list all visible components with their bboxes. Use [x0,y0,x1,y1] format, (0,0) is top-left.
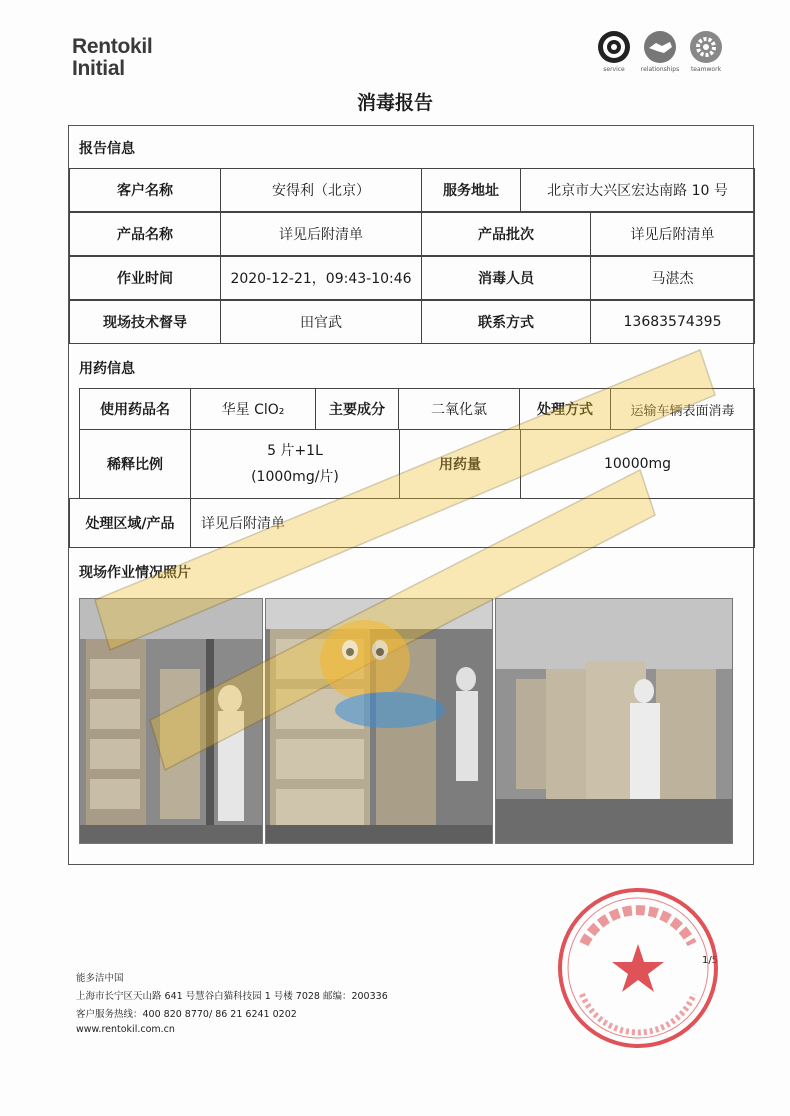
value-drug: 华星 ClO₂ [190,388,316,430]
company-seal [554,884,722,1052]
value-work-time: 2020-12-21，09:43-10:46 [220,256,422,300]
badge-caption: teamwork [690,66,722,73]
logo-line1: Rentokil [72,35,153,58]
report-frame [68,125,754,865]
value-area: 详见后附清单 [190,498,755,548]
label-drug: 使用药品名 [79,388,191,430]
footer-website: www.rentokil.com.cn [76,1024,175,1035]
label-contact: 联系方式 [421,300,591,344]
site-photo-1 [79,598,263,844]
label-customer: 客户名称 [69,168,221,212]
label-product: 产品名称 [69,212,221,256]
label-work-time: 作业时间 [69,256,221,300]
label-address: 服务地址 [421,168,521,212]
values-badges [596,30,730,76]
value-dose: 10000mg [520,429,755,499]
gear-icon [688,30,724,64]
label-batch: 产品批次 [421,212,591,256]
footer-hotline: 客户服务热线：400 820 8770/ 86 21 6241 0202 [76,1009,297,1020]
section-report-info: 报告信息 [79,141,135,157]
section-drug-info: 用药信息 [79,361,135,377]
value-ingredient: 二氧化氯 [398,388,520,430]
label-ratio: 稀释比例 [79,429,191,499]
value-address: 北京市大兴区宏达南路 10 号 [520,168,755,212]
value-supervisor: 田官武 [220,300,422,344]
page-title: 消毒报告 [356,92,433,114]
value-batch: 详见后附清单 [590,212,755,256]
handshake-icon [642,30,678,64]
target-icon [596,30,632,64]
label-area: 处理区域/产品 [69,498,191,548]
site-photo-3 [495,598,733,844]
badge-caption: relationships [640,66,680,73]
footer-company: 能多洁中国 [76,973,124,984]
label-method: 处理方式 [519,388,611,430]
logo-line2: Initial [72,57,125,80]
value-ratio [190,429,400,499]
section-photos: 现场作业情况照片 [79,565,191,581]
value-product: 详见后附清单 [220,212,422,256]
ratio-line2: (1000mg/片) [251,469,339,485]
label-staff: 消毒人员 [421,256,591,300]
label-ingredient: 主要成分 [315,388,399,430]
rentokil-logo [72,36,152,80]
label-supervisor: 现场技术督导 [69,300,221,344]
label-dose: 用药量 [399,429,521,499]
footer-address: 上海市长宁区天山路 641 号慧谷白猫科技园 1 号楼 7028 邮编：200336 [76,991,388,1002]
value-contact: 13683574395 [590,300,755,344]
ratio-line1: 5 片+1L [267,443,323,459]
badge-caption: service [603,66,625,73]
site-photo-2 [265,598,493,844]
value-staff: 马湛杰 [590,256,755,300]
value-method: 运输车辆表面消毒 [610,388,755,430]
value-customer: 安得利（北京） [220,168,422,212]
page-number: 1/5 [702,955,719,966]
